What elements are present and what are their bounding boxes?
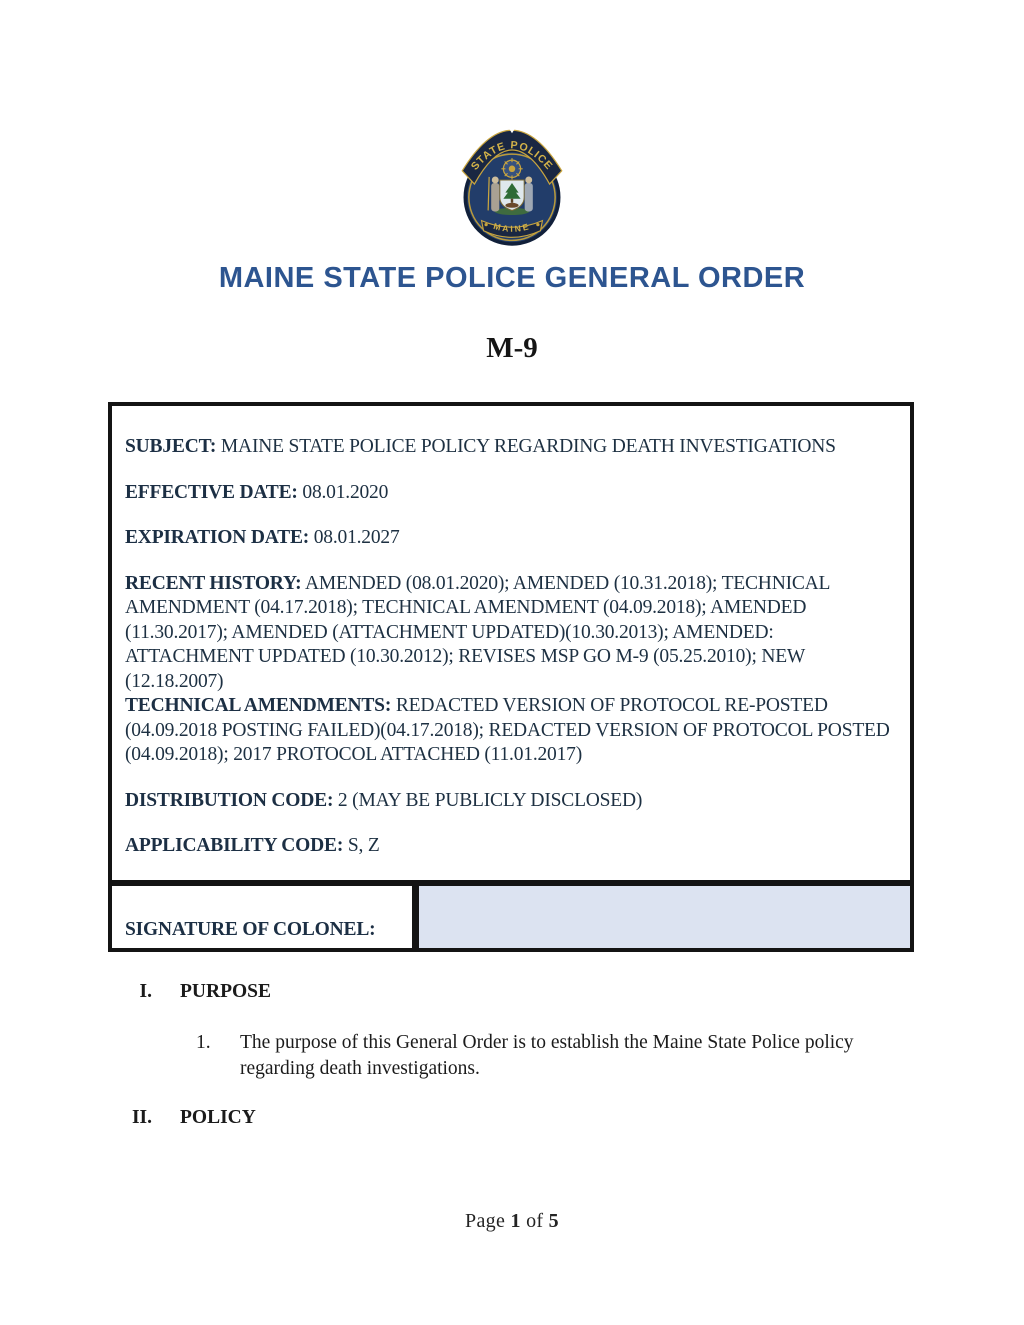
footer-of-word: of xyxy=(526,1210,544,1232)
info-box xyxy=(108,402,914,952)
distribution-code-label: DISTRIBUTION CODE: xyxy=(125,789,334,811)
expiration-date-value: 08.01.2027 xyxy=(313,527,400,548)
item-text: The purpose of this General Order is to establish the Maine State Police policy regarding death investigations. xyxy=(240,1032,854,1079)
farmer-figure xyxy=(491,183,499,211)
subject-row xyxy=(125,435,894,460)
badge-maine-text: MAINE xyxy=(492,221,532,234)
page-footer xyxy=(0,1210,1024,1233)
maine-state-police-badge-icon xyxy=(458,116,566,248)
subject-label: SUBJECT: xyxy=(125,436,217,457)
technical-amendments-value: REDACTED VERSION OF PROTOCOL RE-POSTED (04.09.2018 POSTING FAILED)(04.17.2018); REDACTED VERSION OF PROTOCOL POSTED (04.09.2018); 2017 PROTOCOL ATTACHED (11.01.2017) xyxy=(125,695,890,765)
applicability-code-label: APPLICABILITY CODE: xyxy=(125,835,344,856)
order-number: M-9 xyxy=(486,332,538,364)
effective-date-row xyxy=(125,481,894,506)
distribution-code-row xyxy=(125,789,894,814)
body-sections xyxy=(108,980,914,1130)
section-title: PURPOSE xyxy=(180,981,272,1002)
recent-history-value: AMENDED (08.01.2020); AMENDED (10.31.2018); TECHNICAL AMENDMENT (04.17.2018); TECHNICAL AMENDMENT (04.09.2018); AMENDED (11.30.2017); AMENDED (ATTACHMENT UPDATED)(10.30.2013); AMENDED: ATTACHMENT UPDATED (10.30.2012); REVISES MSP GO M-9 (05.25.2010); NEW (12.18.2007) xyxy=(125,572,830,692)
section-title: POLICY xyxy=(180,1107,256,1128)
sailor-figure xyxy=(525,183,533,211)
effective-date-label: EFFECTIVE DATE: xyxy=(125,481,298,503)
recent-history-row xyxy=(125,572,894,695)
item-number: 1. xyxy=(196,1032,211,1053)
recent-history-label: RECENT HISTORY: xyxy=(125,572,302,594)
section-numeral: I. xyxy=(139,981,152,1002)
section-heading-purpose xyxy=(108,980,914,1004)
footer-page-word: Page xyxy=(465,1210,506,1232)
signature-label-cell xyxy=(112,886,419,949)
subject-value: MAINE STATE POLICE POLICY REGARDING DEATH INVESTIGATIONS xyxy=(220,436,836,457)
section-numeral: II. xyxy=(131,1107,152,1128)
technical-amendments-label: TECHNICAL AMENDMENTS: xyxy=(125,695,392,716)
signature-field xyxy=(419,886,910,949)
section-heading-policy xyxy=(108,1106,914,1130)
expiration-date-row xyxy=(125,526,894,551)
distribution-code-value: 2 (MAY BE PUBLICLY DISCLOSED) xyxy=(337,789,643,811)
applicability-code-row xyxy=(125,834,894,859)
applicability-code-value: S, Z xyxy=(347,835,380,856)
expiration-date-label: EXPIRATION DATE: xyxy=(125,527,310,548)
signature-row xyxy=(112,880,910,949)
effective-date-value: 08.01.2020 xyxy=(302,481,389,503)
signature-label: SIGNATURE OF COLONEL: xyxy=(125,919,376,940)
page-title: MAINE STATE POLICE GENERAL ORDER xyxy=(218,262,806,294)
footer-page-number: 1 xyxy=(510,1210,521,1232)
badge-state-police-text: STATE POLICE xyxy=(468,139,556,173)
purpose-item-1 xyxy=(196,1030,914,1081)
info-fields xyxy=(112,406,910,880)
footer-page-total: 5 xyxy=(548,1210,559,1232)
technical-amendments-row xyxy=(125,694,894,768)
